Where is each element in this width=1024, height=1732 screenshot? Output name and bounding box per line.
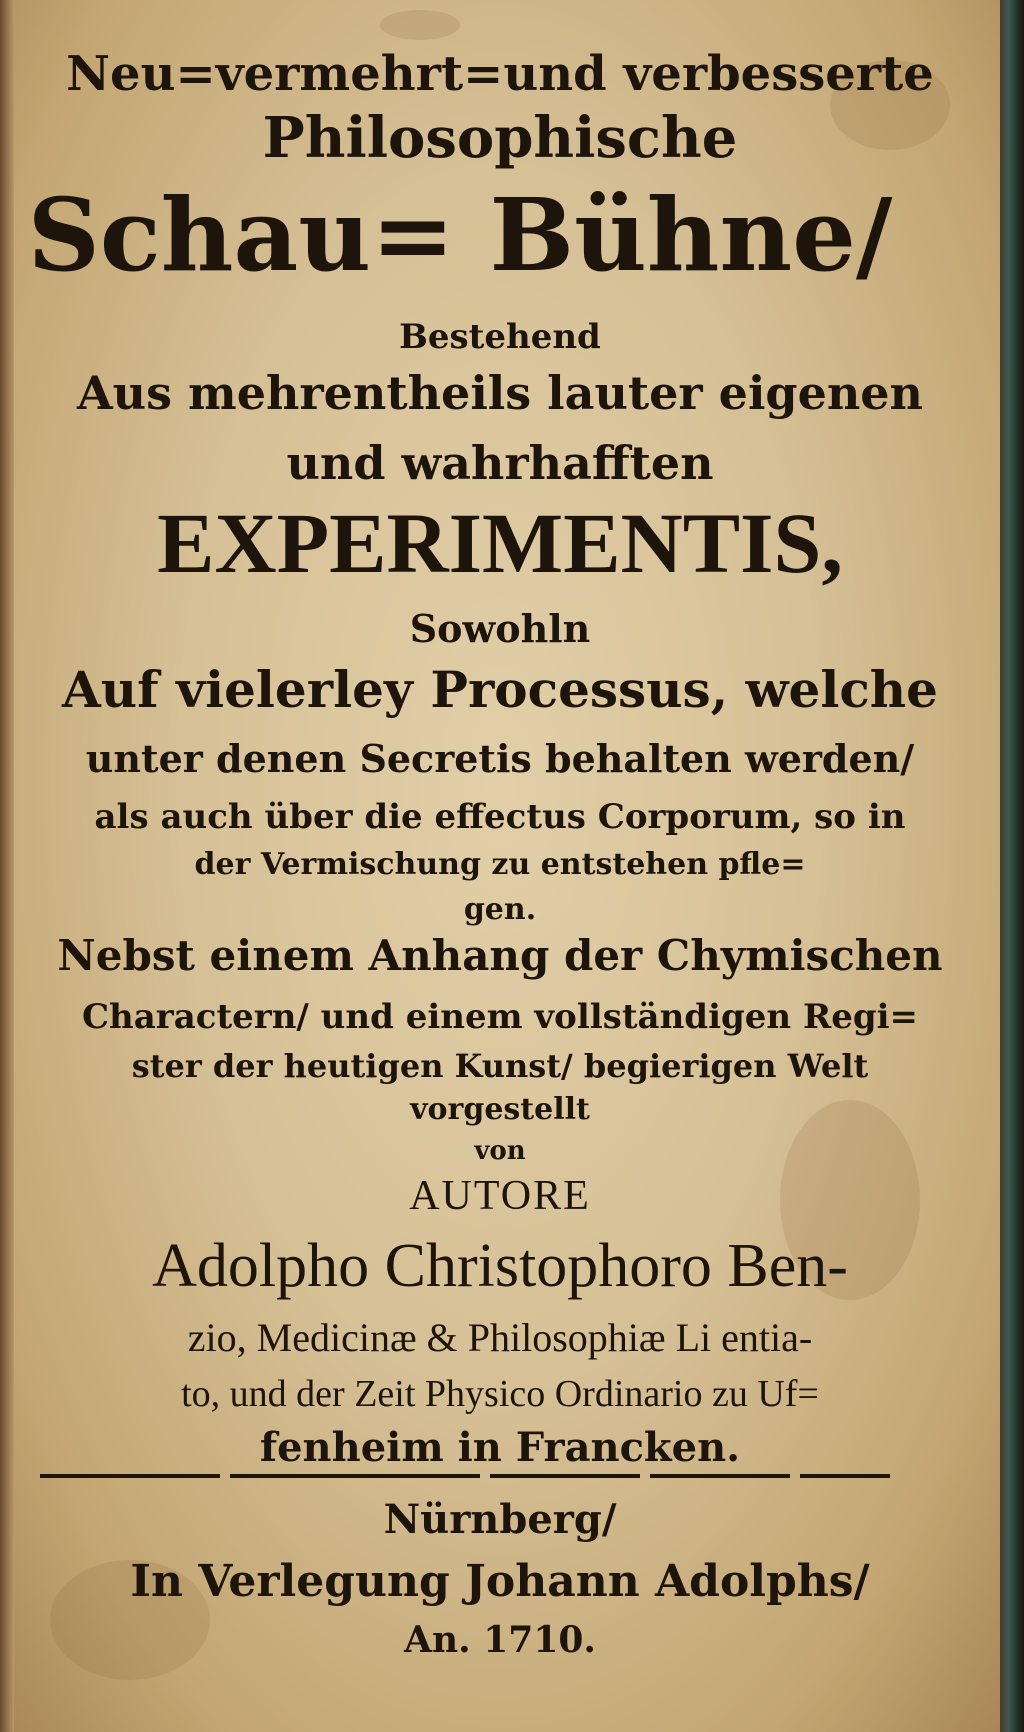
title-line-13: gen. <box>463 892 537 927</box>
title-line-17: vorgestellt <box>410 1092 590 1127</box>
title-line-9: Auf vielerley Processus, welche <box>62 660 938 719</box>
author-place-line: fenheim in Francken. <box>259 1424 741 1471</box>
page-edge <box>0 0 14 1732</box>
author-degree-line: zio, Medicinæ & Philosophiæ Li entia- <box>187 1315 813 1360</box>
autore-line: AUTORE <box>409 1173 591 1219</box>
imprint-publisher: In Verlegung Johann Adolphs/ <box>130 1556 870 1607</box>
main-title: Schau= Bühne/ <box>27 176 893 294</box>
title-line-16: ster der heutigen Kunst/ begierigen Welt <box>131 1047 869 1085</box>
book-binding-edge <box>1000 0 1024 1732</box>
imprint-city: Nürnberg/ <box>383 1496 617 1543</box>
title-experimentis: EXPERIMENTIS, <box>157 495 843 591</box>
title-line-12: der Vermischung zu entstehen pfle= <box>194 847 806 882</box>
title-line-18: von <box>474 1136 526 1166</box>
title-line-4: Bestehend <box>399 317 601 357</box>
title-line-10: unter denen Secretis behalten werden/ <box>85 736 915 781</box>
author-name-line: Adolpho Christophoro Ben- <box>152 1232 848 1300</box>
title-line-1: Neu=vermehrt=und verbesserte <box>66 46 934 102</box>
title-line-11: als auch über die effectus Corporum, so in <box>94 797 906 837</box>
title-line-14: Nebst einem Anhang der Chymischen <box>57 931 943 980</box>
author-post-line: to, und der Zeit Physico Ordinario zu Uf= <box>181 1373 819 1415</box>
divider-rule <box>40 1474 890 1484</box>
title-line-2: Philosophische <box>262 105 738 171</box>
title-line-5: Aus mehrentheils lauter eigenen <box>76 366 923 420</box>
title-line-6: und wahrhafften <box>286 436 714 490</box>
title-line-8: Sowohln <box>409 606 591 651</box>
paper-stain <box>380 10 460 40</box>
imprint-year: An. 1710. <box>404 1619 596 1661</box>
title-line-15: Charactern/ und einem vollständigen Regi= <box>81 997 919 1037</box>
